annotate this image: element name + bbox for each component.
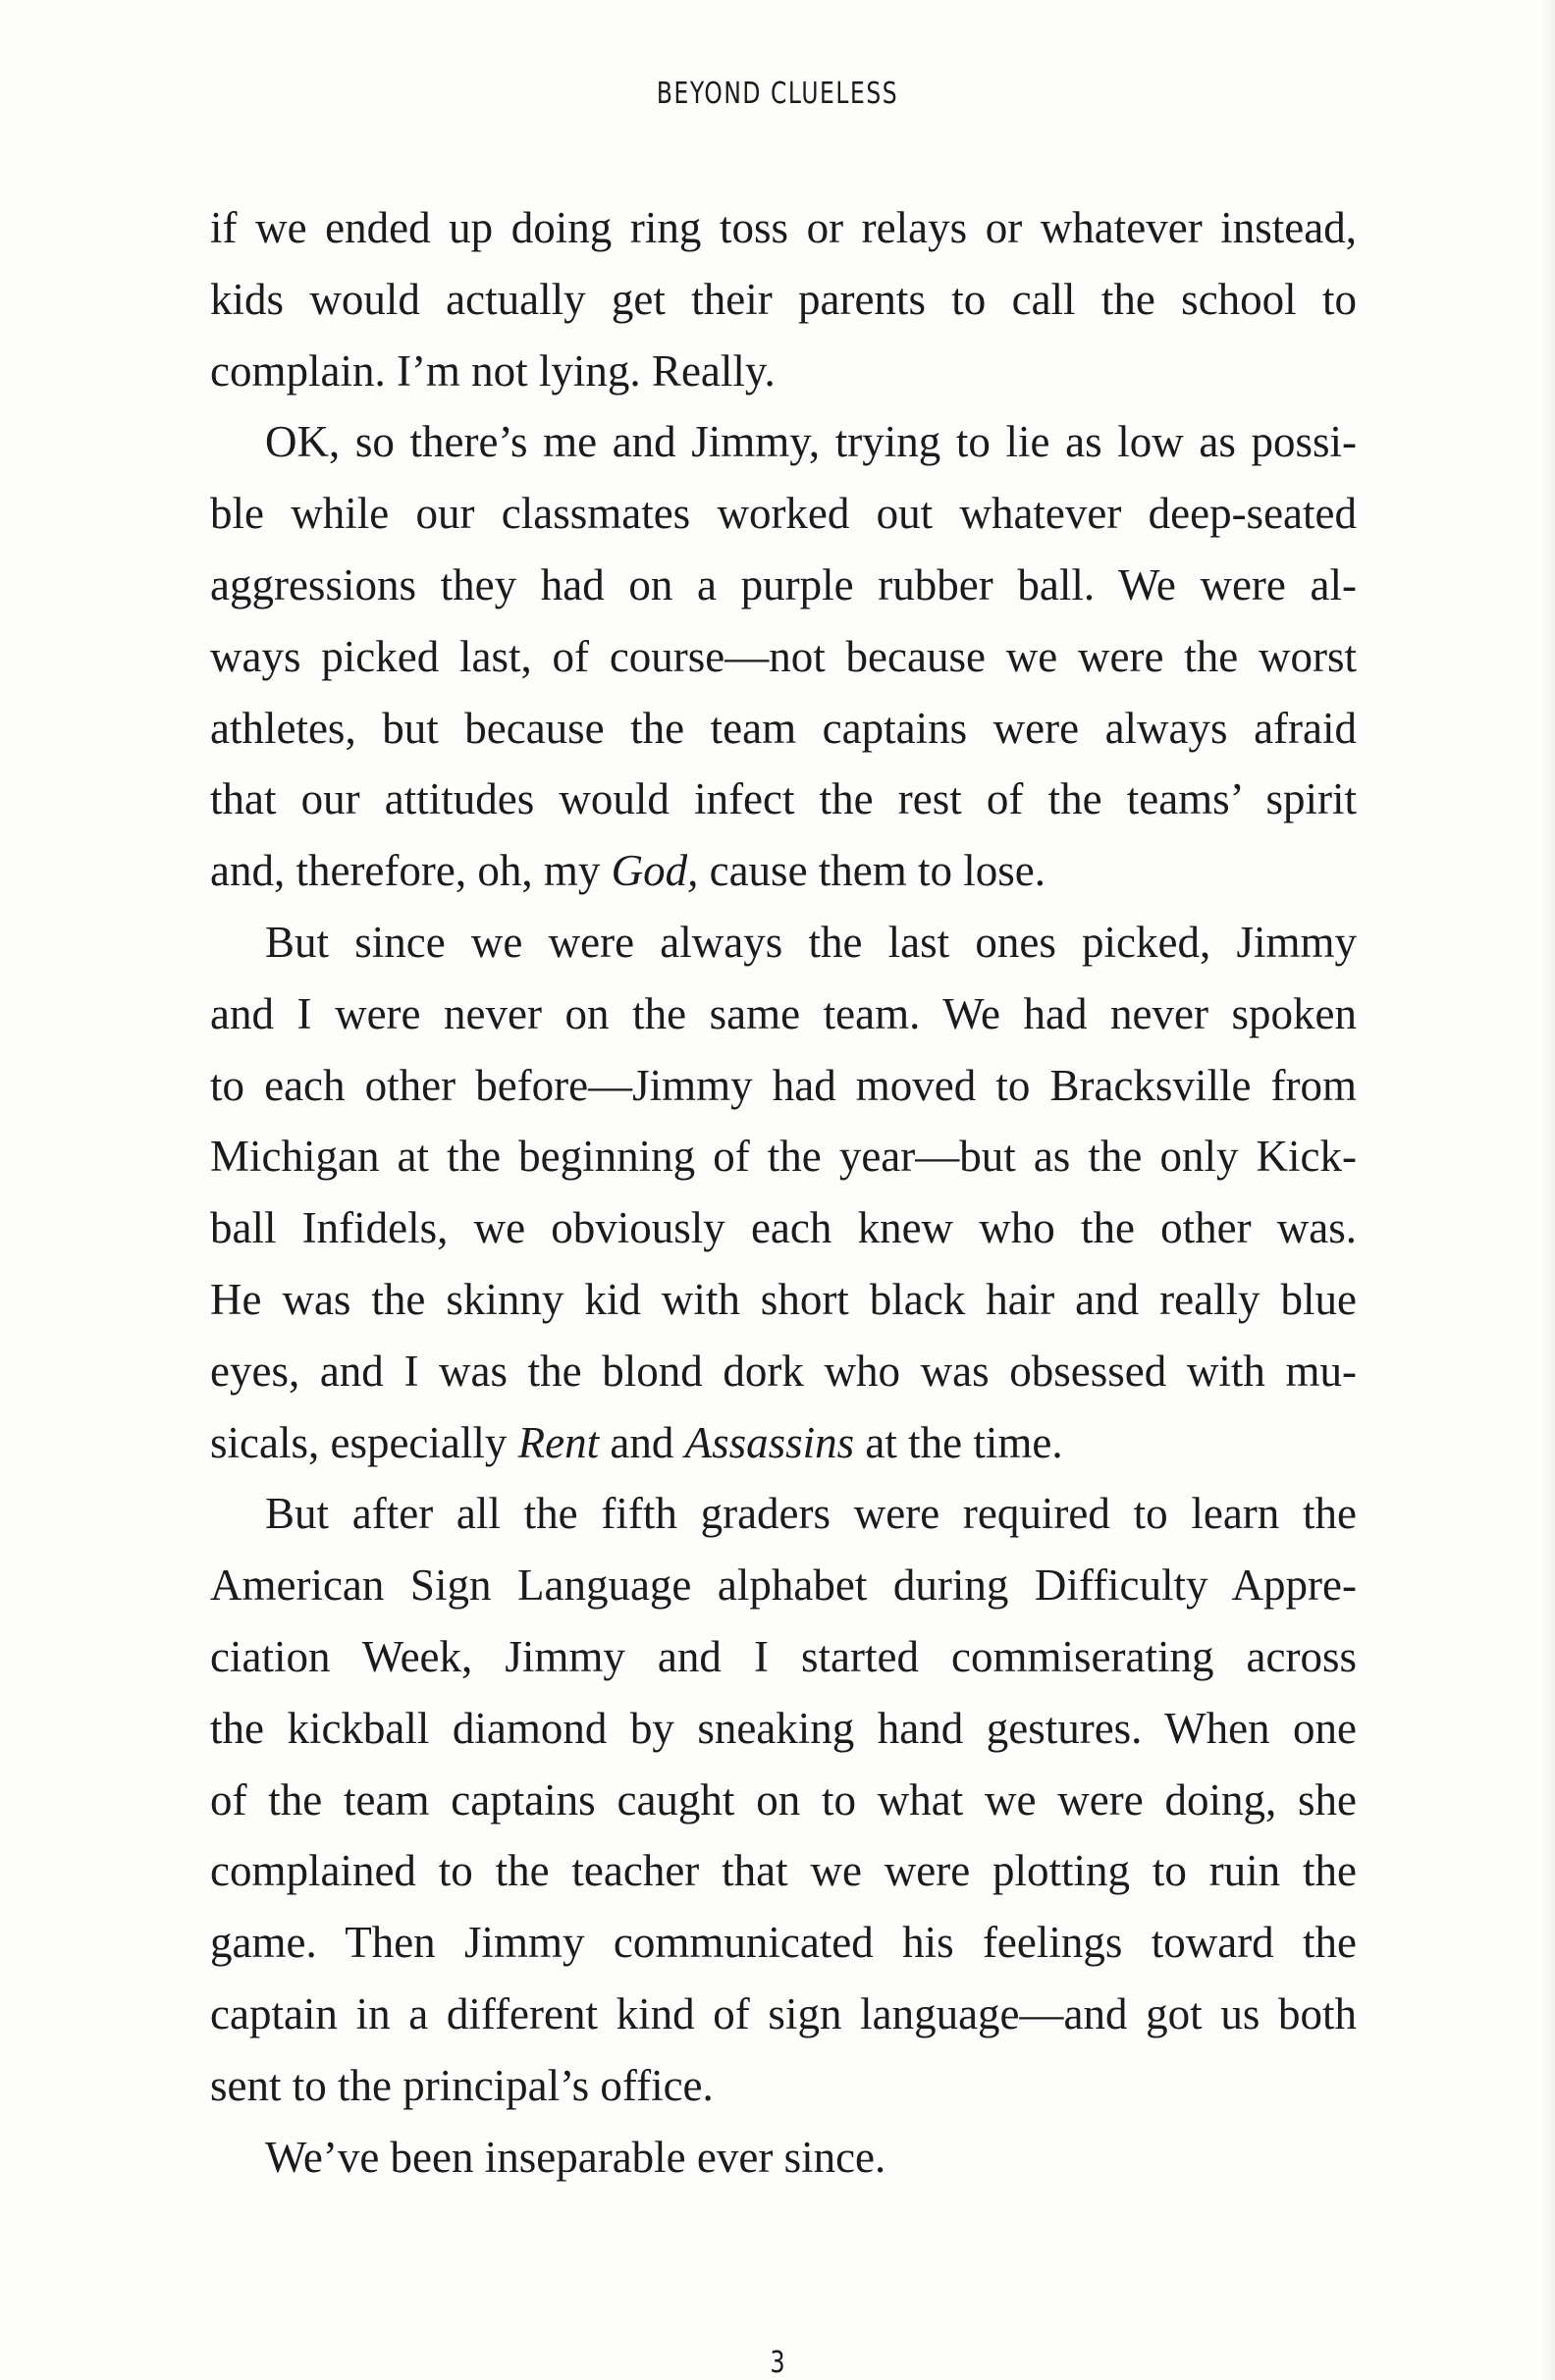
text-segment: and, therefore, oh, my: [210, 846, 601, 896]
text-line: [210, 1407, 1357, 1479]
text-segment: at the time.: [865, 1417, 1063, 1467]
body-text: [210, 192, 1357, 2193]
text-line: game. Then Jimmy communicated his feelings toward the: [210, 1918, 1357, 1968]
text-line: the kickball diamond by sneaking hand gestures. When one: [210, 1703, 1357, 1753]
text-segment: sicals, especially: [210, 1417, 508, 1467]
text-line: complain. I’m not lying. Really.: [210, 345, 776, 396]
text-line: OK, so there’s me and Jimmy, trying to lie as low as possi-: [265, 417, 1357, 467]
text-line: Michigan at the beginning of the year—but as the only Kick-: [210, 1132, 1357, 1182]
text-line: ble while our classmates worked out whatever deep-seated: [210, 489, 1357, 539]
text-line: eyes, and I was the blond dork who was obsessed with mu-: [210, 1346, 1357, 1396]
italic-text: God,: [611, 846, 699, 896]
text-line: captain in a different kind of sign language—and got us both: [210, 1988, 1357, 2038]
text-segment: and: [610, 1417, 674, 1467]
text-line: [210, 835, 1357, 907]
text-line: athletes, but because the team captains were always afraid: [210, 703, 1357, 753]
text-line: ways picked last, of course—not because we were the worst: [210, 631, 1357, 681]
running-head: BEYOND CLUELESS: [656, 77, 899, 111]
text-line: kids would actually get their parents to call the school to: [210, 274, 1357, 324]
text-line: But after all the fifth graders were required to learn the: [265, 1489, 1357, 1539]
text-line: sent to the principal’s office.: [210, 2060, 714, 2110]
text-line: American Sign Language alphabet during Difficulty Appre-: [210, 1560, 1357, 1611]
text-segment: cause them to lose.: [709, 846, 1046, 896]
text-line: ciation Week, Jimmy and I started commiserating across: [210, 1631, 1357, 1681]
italic-text: Assassins: [684, 1417, 855, 1467]
text-line: ball Infidels, we obviously each knew who the other was.: [210, 1203, 1357, 1253]
text-line: and I were never on the same team. We had never spoken: [210, 988, 1357, 1038]
text-line: He was the skinny kid with short black hair and really blue: [210, 1274, 1357, 1324]
page-edge-shadow: [1541, 0, 1555, 2380]
page-number: 3: [770, 2346, 785, 2380]
text-line: aggressions they had on a purple rubber ball. We were al-: [210, 559, 1357, 609]
text-line: if we ended up doing ring toss or relays or whatever instead,: [210, 203, 1357, 252]
text-line: We’ve been inseparable ever since.: [265, 2132, 886, 2182]
text-line: complained to the teacher that we were plotting to ruin the: [210, 1846, 1357, 1896]
text-line: to each other before—Jimmy had moved to Bracksville from: [210, 1060, 1357, 1110]
italic-text: Rent: [517, 1417, 600, 1467]
text-line: that our attitudes would infect the rest of the teams’ spirit: [210, 774, 1357, 824]
text-line: But since we were always the last ones picked, Jimmy: [265, 917, 1357, 967]
text-line: of the team captains caught on to what we were doing, she: [210, 1774, 1357, 1825]
